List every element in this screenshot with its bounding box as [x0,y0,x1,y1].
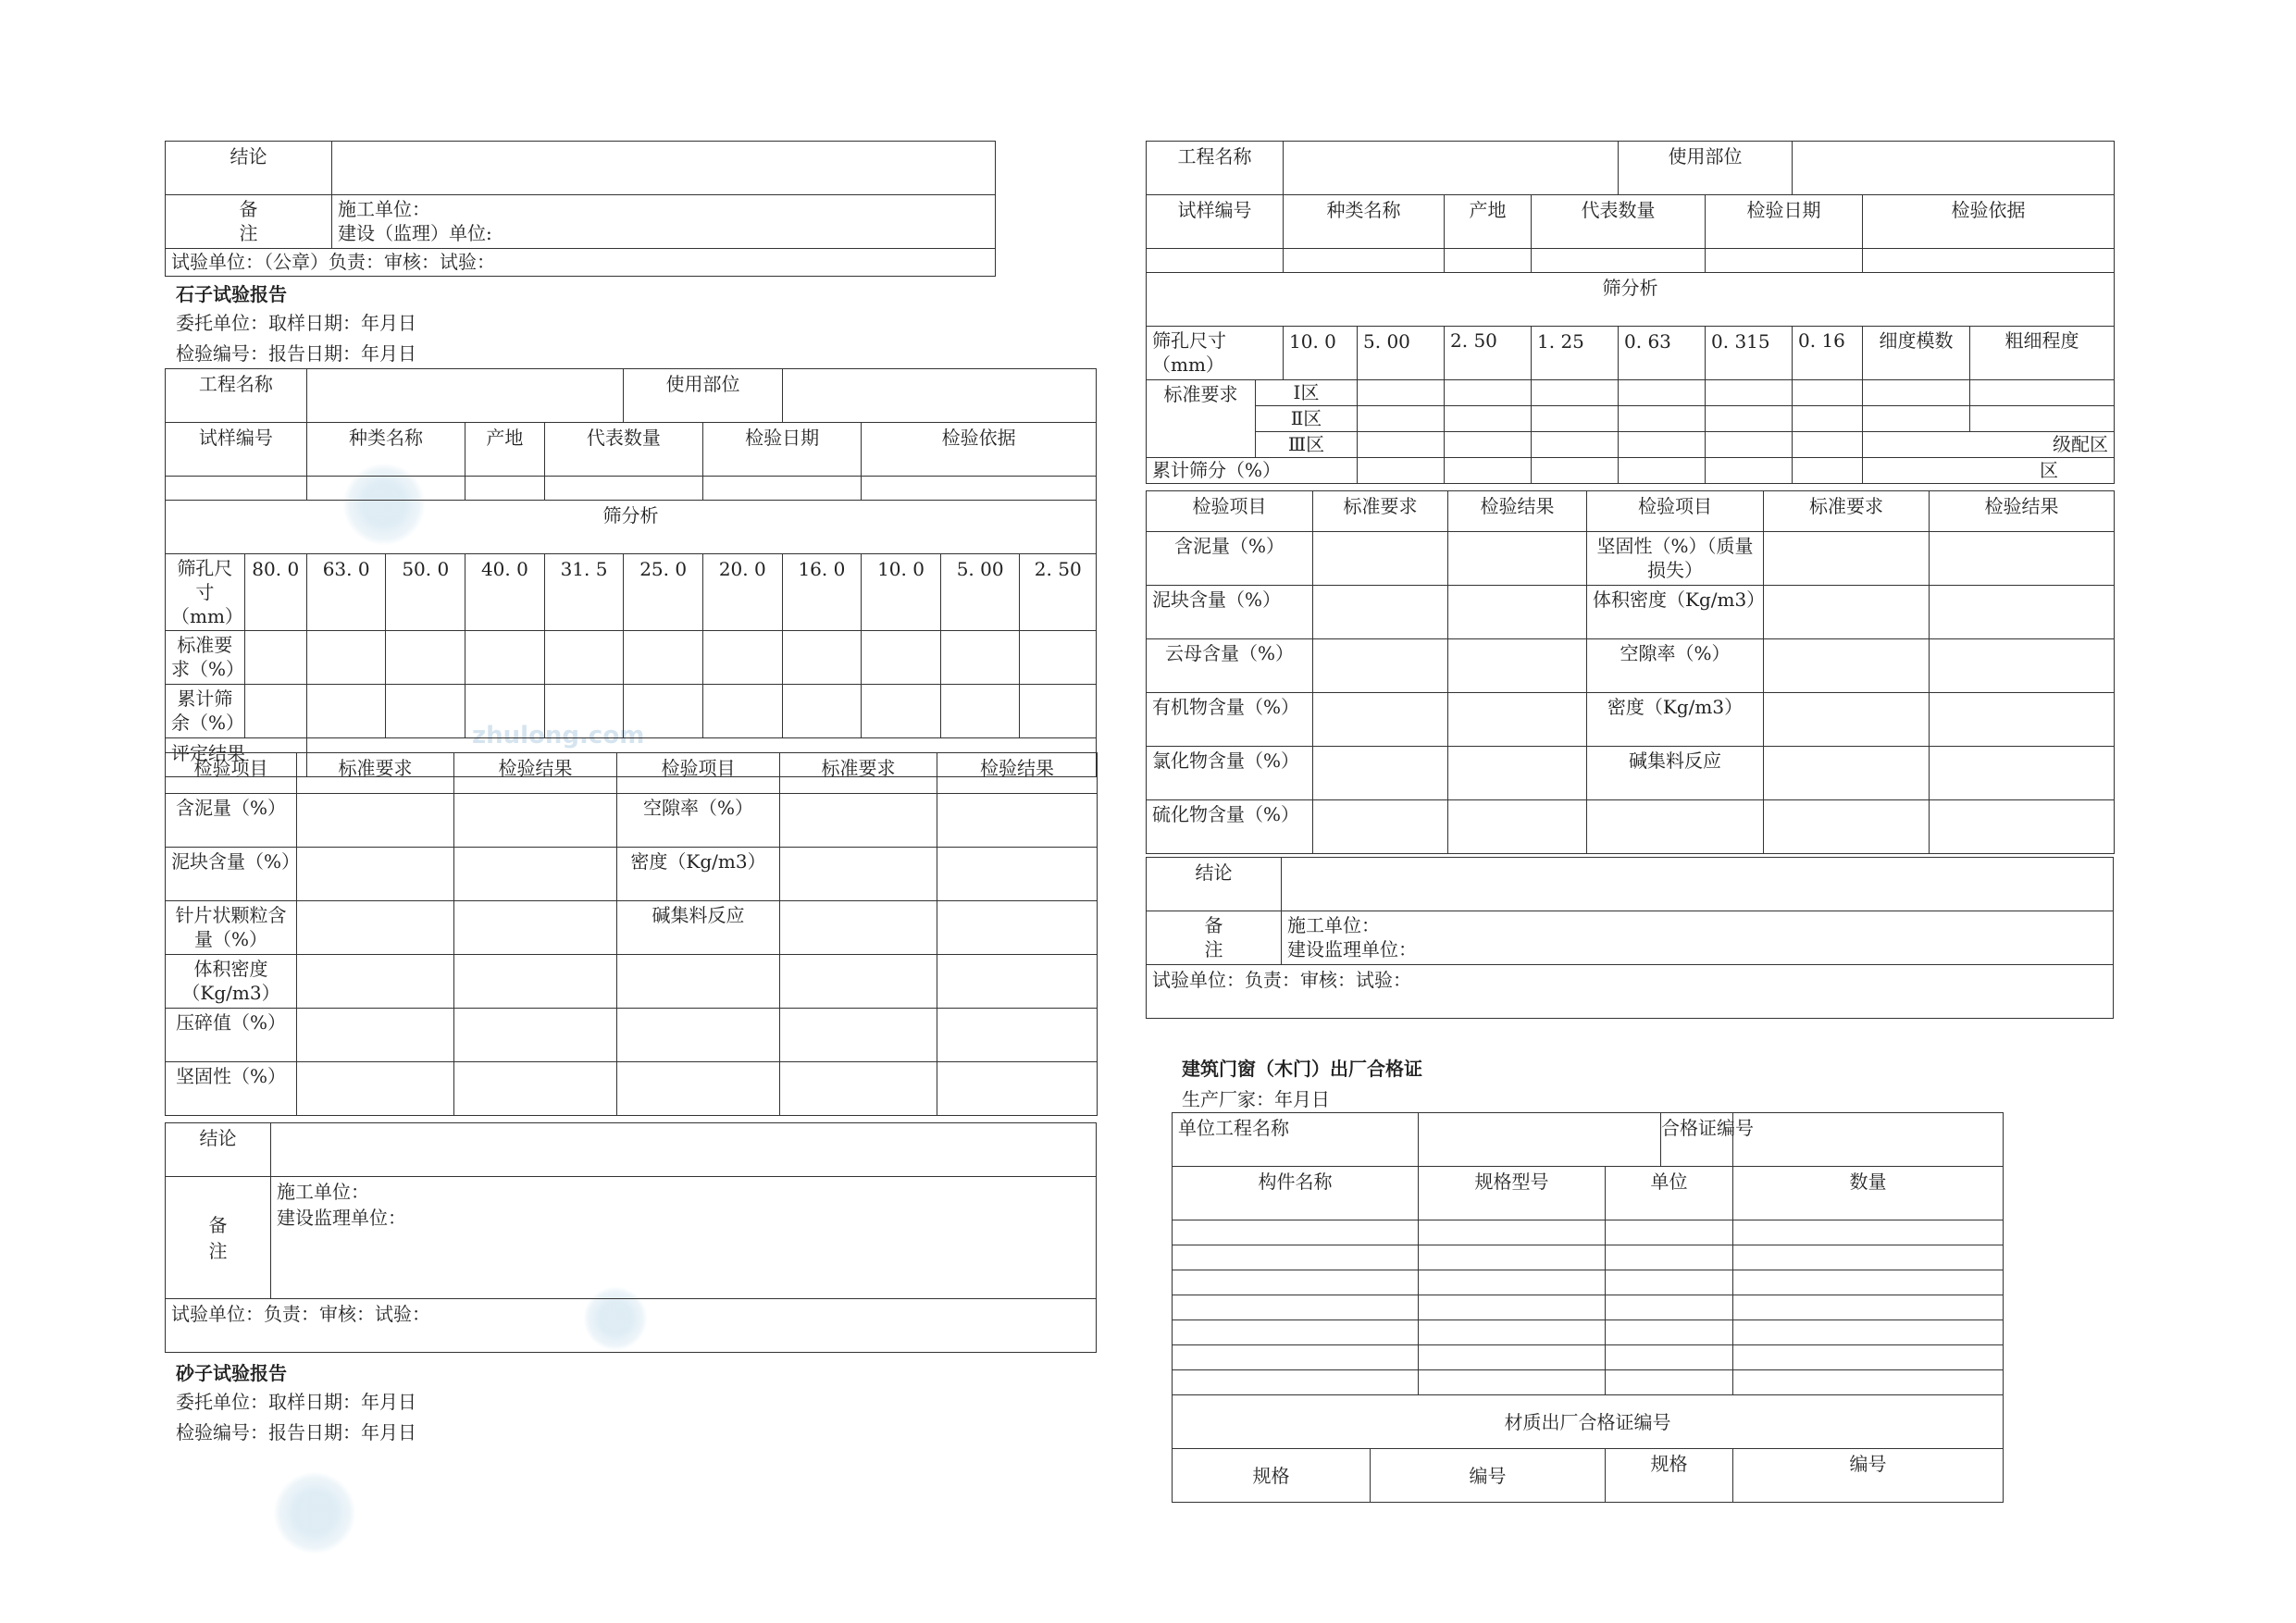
stone-report-title: 石子试验报告 [176,283,287,305]
inspect-item: 含泥量（%） [166,794,297,848]
sieve-value: 50. 0 [386,554,465,631]
inspect-item: 密度（Kg/m3） [617,848,780,901]
sieve-value: 0. 63 [1619,327,1706,380]
inspect-item: 体积密度（Kg/m3） [166,955,297,1009]
inspect-item: 碱集料反应 [617,901,780,955]
header-basis: 检验依据 [862,423,1097,477]
conclusion-label: 结论 [166,142,332,195]
sieve-size-label: 筛孔尺寸（mm） [166,554,245,631]
construction-unit: 施工单位： [277,1181,369,1203]
inspect-item: 含泥量（%） [1147,532,1313,586]
conclusion-label: 结论 [1147,858,1282,911]
inspect-item: 泥块含量（%） [166,848,297,901]
left-top-fragment [165,141,996,277]
remark-label: 备 注 [166,1177,271,1299]
stone-line-1: 委托单位：取样日期：年月日 [176,312,416,334]
door-cert-table [1172,1112,2004,1503]
sand-inspection-table [1146,490,2115,854]
project-name-value[interactable] [306,369,624,423]
project-name-label: 工程名称 [166,369,307,423]
stone-inspection-table [165,752,1098,1116]
header-sample-no: 试样编号 [166,423,307,477]
stone-line-2: 检验编号：报告日期：年月日 [176,342,416,365]
zone-suffix: 区 [1863,458,2115,484]
inspect-header: 检验项目 [1147,491,1313,532]
remark-label: 备 注 [1147,911,1282,965]
sand-footer-table [1146,857,2114,1019]
inspect-header: 检验项目 [617,753,780,794]
sieve-value: 63. 0 [306,554,386,631]
watermark-text: zhulong.com [472,722,645,750]
header-spec: 规格型号 [1419,1167,1606,1220]
inspect-item: 压碎值（%） [166,1009,297,1062]
sieve-value: 25. 0 [624,554,703,631]
zone-label: Ⅰ区 [1256,380,1358,406]
stone-report-table [165,368,1097,777]
sieve-value: 20. 0 [702,554,782,631]
standard-req-label: 标准要求（%） [166,631,245,685]
stone-footer-table [165,1122,1097,1353]
header-origin: 产地 [1445,195,1532,249]
inspect-item: 有机物含量（%） [1147,693,1313,747]
inspect-item: 云母含量（%） [1147,639,1313,693]
supervision-unit: 建设监理单位： [277,1207,406,1229]
inspect-item: 氯化物含量（%） [1147,747,1313,800]
door-manufacturer-line: 生产厂家：年月日 [1182,1088,1330,1110]
inspect-item: 泥块含量（%） [1147,586,1313,639]
supervision-unit: 建设监理单位： [1287,938,1417,960]
inspect-header: 检验结果 [937,753,1098,794]
sieve-value: 16. 0 [782,554,862,631]
sieve-value: 0. 315 [1706,327,1793,380]
inspect-item: 针片状颗粒含量（%） [166,901,297,955]
zone-label: Ⅲ区 [1256,432,1358,458]
supervision-unit: 建设（监理）单位: [338,222,492,244]
conclusion-label: 结论 [166,1123,271,1177]
sieve-analysis-label: 筛分析 [166,501,1097,554]
header-type-name: 种类名称 [1284,195,1445,249]
header-sample-no: 试样编号 [1147,195,1284,249]
bottom-number: 编号 [1733,1449,2004,1503]
project-name-label: 工程名称 [1147,142,1284,195]
bottom-spec: 规格 [1173,1449,1371,1503]
sieve-value: 1. 25 [1532,327,1619,380]
remark-value [271,1177,1097,1299]
sieve-value: 2. 50 [1445,327,1532,380]
bottom-spec: 规格 [1606,1449,1733,1503]
cert-no-value[interactable] [1733,1113,2004,1167]
sieve-value: 80. 0 [244,554,306,631]
header-basis: 检验依据 [1863,195,2115,249]
sieve-value: 5. 00 [1358,327,1445,380]
unit-project-label: 单位工程名称 [1173,1113,1419,1167]
conclusion-value[interactable] [332,142,996,195]
footer-line: 试验单位：负责：审核：试验： [1147,965,2114,1019]
sieve-value: 10. 0 [862,554,941,631]
inspect-item: 硫化物含量（%） [1147,800,1313,854]
use-part-label: 使用部位 [624,369,782,423]
standard-req-label: 标准要求 [1147,380,1256,458]
inspect-header: 标准要求 [1313,491,1448,532]
use-part-value[interactable] [1793,142,2115,195]
sieve-value: 2. 50 [1020,554,1097,631]
inspect-item: 体积密度（Kg/m3） [1587,586,1764,639]
header-component: 构件名称 [1173,1167,1419,1220]
bottom-number: 编号 [1371,1449,1606,1503]
sieve-value: 40. 0 [465,554,545,631]
inspect-header: 检验结果 [1930,491,2115,532]
remark-value [1282,911,2114,965]
inspect-header: 标准要求 [297,753,454,794]
sand-report-table [1146,141,2115,484]
construction-unit: 施工单位： [1287,914,1380,936]
sieve-value: 5. 00 [940,554,1020,631]
inspect-item: 密度（Kg/m3） [1587,693,1764,747]
inspect-header: 标准要求 [780,753,937,794]
watermark-logo [273,1471,356,1555]
header-date: 检验日期 [1706,195,1863,249]
conclusion-value[interactable] [1282,858,2114,911]
remark-label: 备 注 [166,195,332,249]
door-cert-title: 建筑门窗（木门）出厂合格证 [1182,1058,1422,1080]
zone-label: Ⅱ区 [1256,406,1358,432]
footer-line: 试验单位：负责：审核：试验： [166,1299,1097,1353]
use-part-label: 使用部位 [1619,142,1793,195]
header-quantity: 代表数量 [544,423,702,477]
grading-zone-label: 级配区 [1863,432,2115,458]
sieve-value: 31. 5 [544,554,624,631]
inspect-item: 坚固性（%）（质量损失） [1587,532,1764,586]
header-quantity: 代表数量 [1532,195,1706,249]
evaluation-label: 评定结果 [166,738,307,777]
cert-no-label: 合格证编号 [1661,1113,1733,1167]
use-part-value[interactable] [782,369,1096,423]
fineness-label: 细度模数 [1863,327,1970,380]
inspect-item: 空隙率（%） [617,794,780,848]
sand-line-2: 检验编号：报告日期：年月日 [176,1421,416,1443]
sieve-size-label: 筛孔尺寸（mm） [1147,327,1284,380]
inspect-header: 检验项目 [166,753,297,794]
sieve-analysis-label: 筛分析 [1147,273,2115,327]
coarseness-label: 粗细程度 [1970,327,2115,380]
inspect-header: 检验项目 [1587,491,1764,532]
inspect-header: 检验结果 [1448,491,1587,532]
cumulative-label: 累计筛余（%） [166,685,245,738]
sieve-value: 10. 0 [1284,327,1358,380]
header-date: 检验日期 [702,423,861,477]
cumulative-label: 累计筛分（%） [1147,458,1358,484]
sand-report-title: 砂子试验报告 [176,1362,287,1384]
header-quantity: 数量 [1733,1167,2004,1220]
header-origin: 产地 [465,423,545,477]
inspect-item: 空隙率（%） [1587,639,1764,693]
conclusion-value[interactable] [271,1123,1097,1177]
inspect-item: 坚固性（%） [166,1062,297,1116]
project-name-value[interactable] [1284,142,1619,195]
header-unit: 单位 [1606,1167,1733,1220]
material-cert-label: 材质出厂合格证编号 [1173,1395,2004,1449]
sieve-value: 0. 16 [1793,327,1863,380]
remark-value [332,195,996,249]
unit-project-value[interactable] [1419,1113,1661,1167]
footer-line: 试验单位：（公章）负责：审核：试验： [166,249,996,277]
inspect-item: 碱集料反应 [1587,747,1764,800]
header-type-name: 种类名称 [306,423,465,477]
construction-unit: 施工单位： [338,198,430,220]
inspect-header: 标准要求 [1764,491,1930,532]
sand-line-1: 委托单位：取样日期：年月日 [176,1391,416,1413]
inspect-header: 检验结果 [454,753,617,794]
